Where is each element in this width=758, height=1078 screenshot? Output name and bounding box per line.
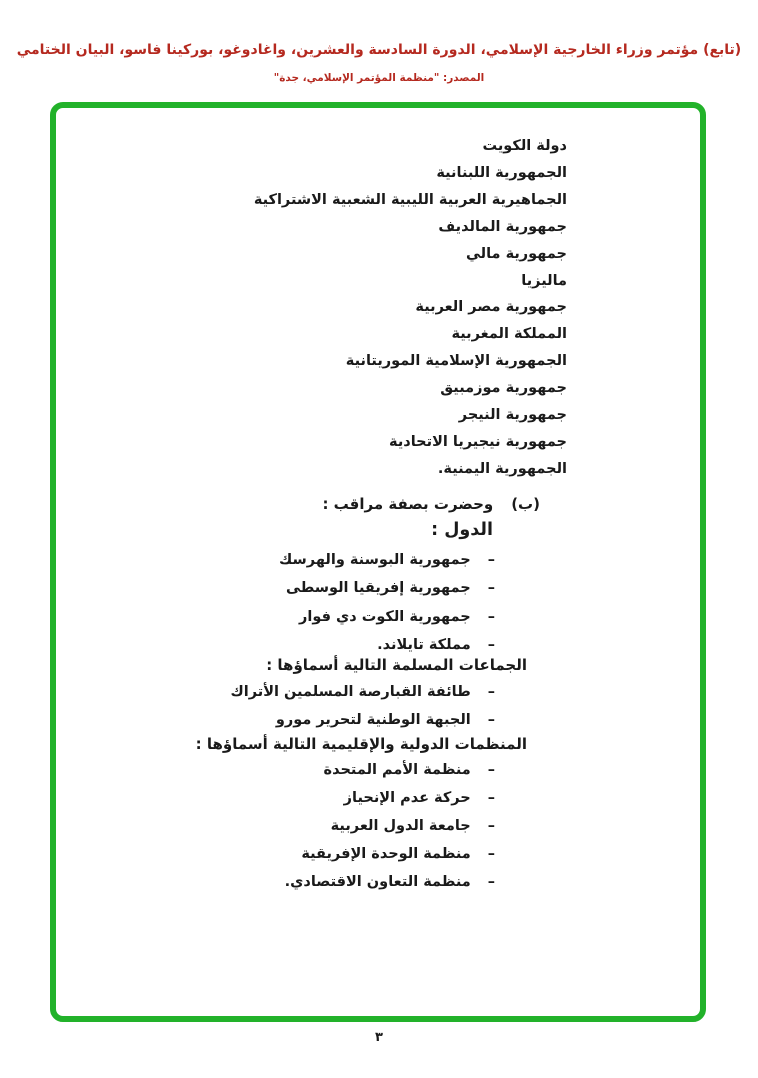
section-marker: (ب)	[511, 495, 540, 513]
observer-states-list	[279, 552, 495, 666]
list-item	[279, 580, 495, 608]
member-state-item: جمهورية موزمبيق	[440, 380, 567, 397]
member-state-item: الجمهورية اليمنية.	[437, 460, 567, 477]
list-item-label: منظمة التعاون الاقتصادي.	[284, 874, 471, 890]
list-item-label: حركة عدم الإنحياز	[343, 790, 471, 806]
list-item-label: مملكة تايلاند.	[377, 637, 471, 654]
list-item-label: جامعة الدول العربية	[330, 818, 471, 834]
list-item-label: منظمة الوحدة الإفريقية	[301, 846, 471, 862]
list-item	[285, 790, 495, 818]
member-state-item: الجماهيرية العربية الليبية الشعبية الاشتراكية	[253, 191, 567, 208]
dash-marker: –	[487, 608, 495, 625]
observer-section-header	[322, 495, 540, 513]
member-state-item: جمهورية مالي	[465, 245, 567, 262]
dash-marker: –	[487, 790, 495, 806]
member-state-item: جمهورية مصر العربية	[415, 299, 567, 316]
dash-marker: –	[487, 684, 495, 700]
states-heading: الدول :	[431, 520, 493, 540]
list-item-label: منظمة الأمم المتحدة	[323, 762, 471, 778]
dash-marker: –	[487, 712, 495, 729]
list-item	[285, 846, 495, 874]
muslim-groups-list	[230, 684, 495, 741]
dash-marker: –	[487, 552, 495, 568]
list-item	[285, 874, 495, 902]
organizations-list	[285, 762, 495, 902]
member-state-item: جمهورية المالديف	[438, 218, 567, 235]
list-item	[230, 684, 495, 712]
muslim-groups-heading: الجماعات المسلمة التالية أسماؤها :	[266, 656, 527, 674]
list-item	[285, 818, 495, 846]
member-state-item: دولة الكويت	[482, 138, 567, 154]
member-states-list	[254, 133, 567, 483]
dash-marker: –	[487, 637, 495, 654]
organizations-heading: المنظمات الدولية والإقليمية التالية أسماؤها :	[195, 735, 527, 753]
list-item	[285, 762, 495, 790]
document-source: المصدر: "منظمة المؤتمر الإسلامي، جدة"	[273, 72, 485, 84]
dash-marker: –	[487, 818, 495, 834]
member-state-item: جمهورية النيجر	[458, 407, 567, 424]
list-item-label: جمهورية البوسنة والهرسك	[279, 552, 471, 568]
dash-marker: –	[487, 874, 495, 890]
member-state-item: الجمهورية الإسلامية الموريتانية	[345, 353, 567, 370]
list-item-label: الجبهة الوطنية لتحرير مورو	[275, 712, 471, 729]
dash-marker: –	[487, 580, 495, 597]
member-state-item: المملكة المغربية	[451, 326, 567, 343]
page-number: ٣	[375, 1030, 383, 1045]
list-item	[279, 552, 495, 580]
dash-marker: –	[487, 846, 495, 862]
member-state-item: ماليزيا	[521, 272, 567, 289]
section-title: وحضرت بصفة مراقب :	[322, 495, 494, 513]
document-title: (تابع) مؤتمر وزراء الخارجية الإسلامي، الدورة السادسة والعشرين، واغادوغو، بوركينا فاسو، البيان الختامي	[16, 42, 742, 58]
list-item	[279, 609, 495, 637]
list-item-label: طائفة القبارصة المسلمين الأتراك	[230, 684, 471, 700]
list-item-label: جمهورية الكوت دي فوار	[299, 608, 471, 625]
member-state-item: جمهورية نيجيريا الاتحادية	[389, 433, 567, 450]
member-state-item: الجمهورية اللبنانية	[436, 164, 567, 181]
list-item-label: جمهورية إفريقيا الوسطى	[285, 580, 471, 597]
dash-marker: –	[487, 762, 495, 778]
